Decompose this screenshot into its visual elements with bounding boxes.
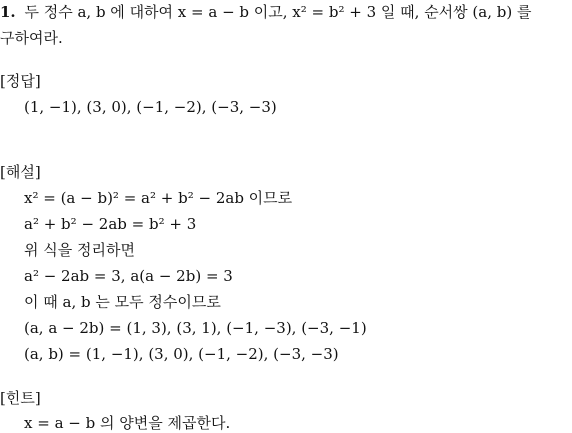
problem-line-2: 구하여라. bbox=[0, 29, 63, 47]
problem-text-1: 두 정수 a, b 에 대하여 x = a − b 이고, x² = b² + 3 일 때, 순서쌍 (a, b) 를 bbox=[24, 3, 532, 21]
solution-line-2: a² + b² − 2ab = b² + 3 bbox=[24, 215, 197, 233]
solution-line-7: (a, b) = (1, −1), (3, 0), (−1, −2), (−3, −3) bbox=[24, 345, 339, 363]
solution-line-4: a² − 2ab = 3, a(a − 2b) = 3 bbox=[24, 267, 233, 285]
solution-line-3: 위 식을 정리하면 bbox=[24, 241, 135, 259]
solution-line-5: 이 때 a, b 는 모두 정수이므로 bbox=[24, 293, 221, 311]
problem-line-1 bbox=[0, 2, 531, 22]
answer-value: (1, −1), (3, 0), (−1, −2), (−3, −3) bbox=[24, 98, 277, 116]
answer-label: [정답] bbox=[0, 72, 41, 90]
hint-text: x = a − b 의 양변을 제곱한다. bbox=[24, 414, 231, 432]
solution-line-1: x² = (a − b)² = a² + b² − 2ab 이므로 bbox=[24, 189, 293, 207]
problem-number: 1. bbox=[0, 3, 16, 21]
hint-label: [힌트] bbox=[0, 389, 41, 407]
solution-line-6: (a, a − 2b) = (1, 3), (3, 1), (−1, −3), (−3, −1) bbox=[24, 319, 367, 337]
solution-label: [해설] bbox=[0, 163, 41, 181]
